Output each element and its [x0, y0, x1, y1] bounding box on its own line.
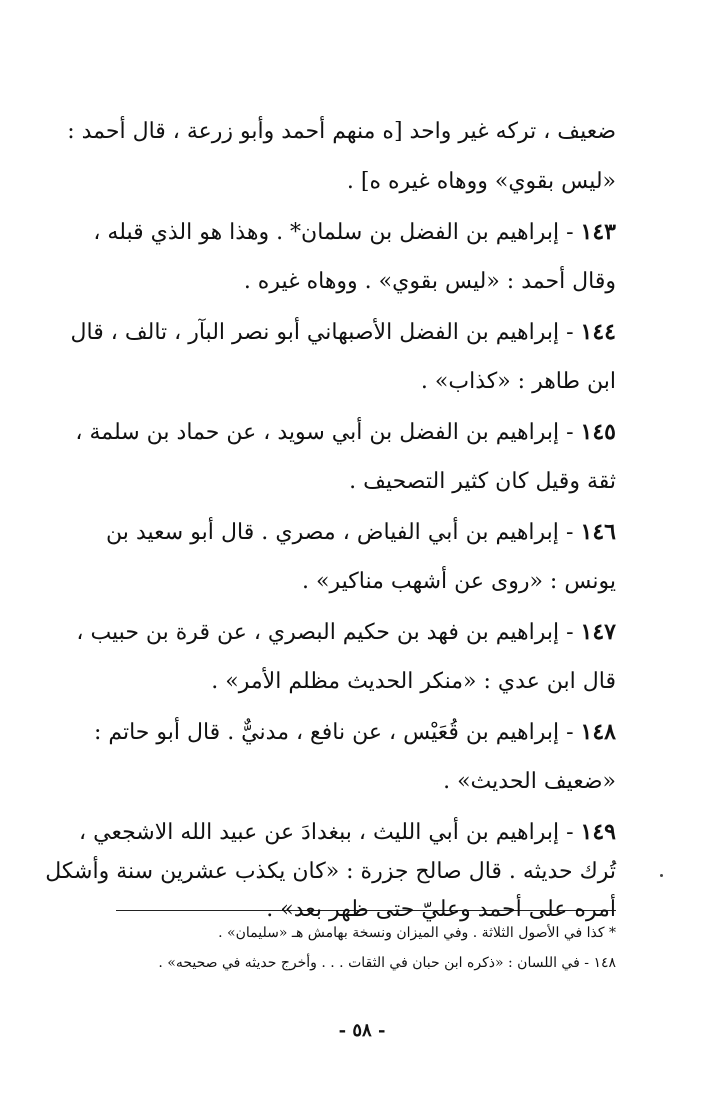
text-line: ثقة وقيل كان كثير التصحيف . [349, 469, 616, 494]
entry-text: - إبراهيم بن فهد بن حكيم البصري ، عن قرة بن حبيب ، [76, 620, 574, 645]
entry-number: ١٤٣ [580, 219, 616, 245]
entry-number: ١٤٤ [580, 319, 616, 345]
text-line: «ضعيف الحديث» . [443, 769, 616, 794]
entry-148 [93, 712, 616, 752]
text-line: تُرك حديثه . قال صالح جزرة : «كان يكذب عشرين سنة وأشكل [45, 859, 616, 884]
scan-speck [660, 874, 663, 877]
entry-number: ١٤٥ [580, 419, 616, 445]
entry-145 [75, 412, 616, 452]
entry-147 [76, 612, 616, 652]
entry-number: ١٤٨ [580, 719, 616, 745]
entry-text: - إبراهيم بن الفضل بن أبي سويد ، عن حماد بن سلمة ، [75, 420, 574, 445]
entry-144 [70, 312, 616, 352]
text-line: يونس : «روى عن أشهب مناكير» . [302, 569, 616, 594]
text-line: «ليس بقوي» ووهاه غيره ه] . [346, 169, 616, 194]
entry-text: - إبراهيم بن الفضل الأصبهاني أبو نصر البآر ، تالف ، قال [70, 320, 574, 345]
entry-text: - إبراهيم بن قُعَيْس ، عن نافع ، مدنيٌّ . قال أبو حاتم : [93, 720, 574, 745]
page-number: - ٥٨ - [338, 1020, 386, 1041]
entry-143 [93, 212, 616, 252]
text-line-last: أمره على أحمد وعليّ حتى ظهر بعد» . [266, 897, 616, 922]
text-line: وقال أحمد : «ليس بقوي» . ووهاه غيره . [243, 269, 616, 294]
entry-number: ١٤٦ [580, 519, 616, 545]
entry-text: - إبراهيم بن أبي الفياض ، مصري . قال أبو سعيد بن [106, 520, 574, 545]
text-line: ابن طاهر : «كذاب» . [420, 369, 616, 394]
footnote-2: ١٤٨ - في اللسان : «ذكره ابن حبان في الثقات . . . وأخرج حديثه في صحيحه» . [158, 955, 616, 971]
entry-146 [106, 512, 616, 552]
text-line: قال ابن عدي : «منكر الحديث مظلم الأمر» . [211, 669, 616, 694]
text-line: ضعيف ، تركه غير واحد [ه منهم أحمد وأبو زرعة ، قال أحمد : [67, 119, 616, 144]
footnote-1: * كذا في الأصول الثلاثة . وفي الميزان ونسخة بهامش هـ «سليمان» . [218, 925, 616, 941]
entry-number: ١٤٧ [580, 619, 616, 645]
entry-number: ١٤٩ [580, 819, 616, 845]
entry-text: - إبراهيم بن أبي الليث ، ببغدادَ عن عبيد الله الاشجعي ، [79, 820, 574, 845]
entry-text: - إبراهيم بن الفضل بن سلمان* . وهذا هو الذي قبله ، [93, 220, 574, 245]
entry-149 [79, 812, 616, 852]
